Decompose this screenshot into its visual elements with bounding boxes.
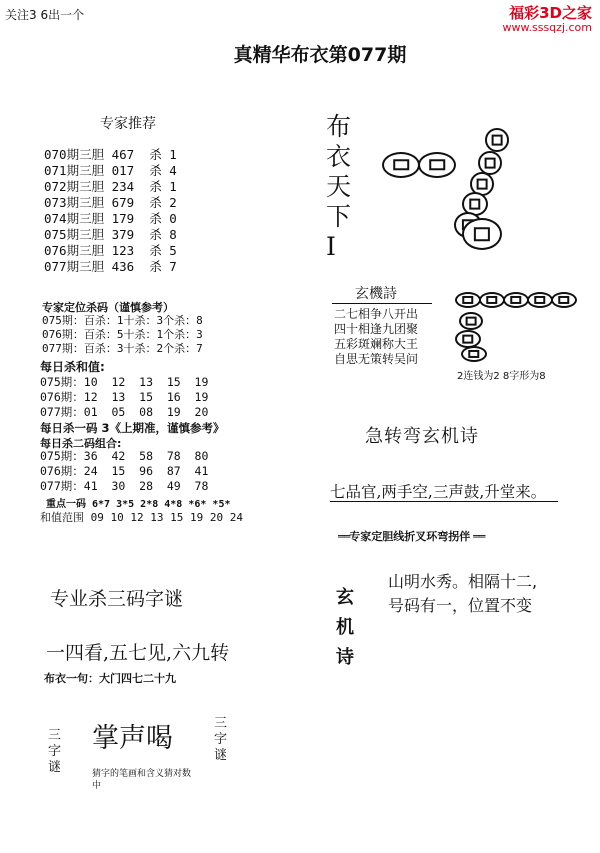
- expert-row: 071期三胆 017 杀 4: [44, 163, 177, 178]
- poem-line: 四十相逢九团聚: [334, 322, 419, 336]
- sum-kill-list: [40, 375, 208, 420]
- brand-url[interactable]: www.sssqzj.com: [502, 21, 592, 34]
- sum-kill-row: 077期：01 05 08 19 20: [40, 405, 209, 419]
- kill-one-heading: 每日杀一码 3《上期准，谨慎参考》: [40, 421, 225, 435]
- expert-row: 077期三胆 436 杀 7: [44, 259, 177, 274]
- divider-text: ══专家定胆线折叉环弯拐伴 ══: [338, 530, 485, 543]
- coin-caption: 2连钱为2 8字形为8: [457, 371, 546, 382]
- sum-kill-row: 075期：10 12 13 15 19: [40, 375, 209, 389]
- poem-lines: [334, 307, 418, 367]
- riddle-main-word: 掌声喝: [92, 723, 173, 754]
- poem-line: 自思无策转吴问: [334, 352, 419, 366]
- expert-row: 070期三胆 467 杀 1: [44, 147, 177, 162]
- expert-row: 076期三胆 123 杀 5: [44, 243, 177, 258]
- expert-row: 074期三胆 179 杀 0: [44, 211, 177, 226]
- position-kill-list: [42, 314, 203, 356]
- position-kill-row: 077期：百杀：3十杀：2个杀：7: [42, 342, 203, 355]
- sum-kill-heading: 每日杀和值:: [40, 360, 105, 374]
- position-kill-heading: 专家定位杀码（谨慎参考）: [42, 301, 174, 314]
- kill-two-row: 076期：24 15 96 87 41: [40, 464, 209, 478]
- buyi-line: 布衣一句：大门四七二十九: [44, 672, 176, 685]
- riddle-right-label: 三字谜: [214, 716, 228, 763]
- expert-heading: 专家推荐: [100, 116, 156, 132]
- sum-kill-row: 076期：12 13 15 16 19: [40, 390, 209, 404]
- sum-range: 和值范围 09 10 12 13 15 19 20 24: [40, 511, 243, 524]
- expert-row: 072期三胆 234 杀 1: [44, 179, 177, 194]
- expert-list: [44, 147, 177, 275]
- coin-cross-icon: [380, 122, 520, 252]
- urgent-heading: 急转弯玄机诗: [365, 426, 479, 447]
- coin-eight-icon: [455, 290, 575, 360]
- position-kill-row: 075期：百杀：1十杀：3个杀：8: [42, 314, 203, 327]
- riddle-left-label: 三字谜: [48, 728, 62, 775]
- xuanji-text: [388, 570, 537, 618]
- kill-two-row: 075期：36 42 58 78 80: [40, 449, 209, 463]
- expert-row: 073期三胆 679 杀 2: [44, 195, 177, 210]
- kill-two-row: 077期：41 30 28 49 78: [40, 479, 209, 493]
- expert-row: 075期三胆 379 杀 8: [44, 227, 177, 242]
- riddle-hint: 猜字的笔画和含义猜对数中: [92, 769, 192, 791]
- xuanji-line: 号码有一，位置不变: [388, 596, 533, 615]
- poem-line: 五彩斑斓称大王: [334, 337, 419, 351]
- position-kill-row: 076期：百杀：5十杀：1个杀：3: [42, 328, 203, 341]
- page-title: 真精华布衣第077期: [233, 44, 407, 66]
- riddle-line: 一四看,五七见,六九转: [46, 642, 230, 664]
- brand-name: 福彩3D之家: [509, 4, 592, 22]
- kill-two-list: [40, 449, 208, 494]
- xuanji-vertical: 玄机诗: [336, 587, 354, 668]
- xuanji-line: 山明水秀。相隔十二,: [388, 572, 538, 591]
- divider-label: 专家定胆线折叉环弯拐伴: [349, 530, 471, 543]
- follow-note: 关注3 6出一个: [5, 8, 85, 22]
- poem-line: 二七相争八开出: [334, 307, 419, 321]
- urgent-line: 七品官,两手空,三声鼓,升堂来。: [330, 483, 547, 501]
- urgent-underline: [330, 501, 558, 502]
- poem-heading: 玄機詩: [355, 286, 397, 302]
- key-pairs: 重点一码 6*7 3*5 2*8 4*8 *6* *5*: [46, 499, 231, 510]
- buyi-vertical: 布衣天下Ⅰ: [326, 112, 352, 261]
- poem-rule: [332, 303, 432, 304]
- kill-two-heading: 每日杀二码组合:: [40, 437, 122, 450]
- riddle-heading: 专业杀三码字谜: [50, 588, 184, 610]
